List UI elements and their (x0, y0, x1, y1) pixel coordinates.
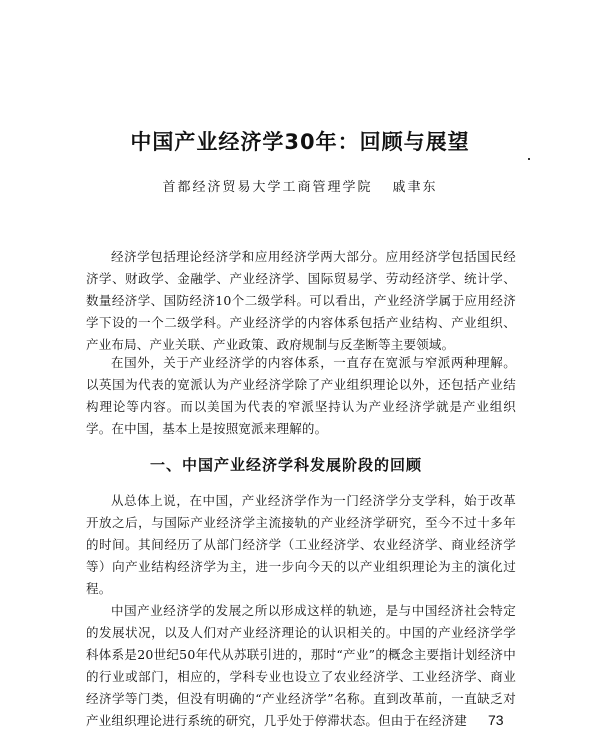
paragraph-intro: 经济学包括理论经济学和应用经济学两大部分。应用经济学包括国民经济学、财政学、金融学、产业经济学、国际贸易学、劳动经济学、统计学、数量经济学、国防经济10个二级学科。可以看出，产业经济学属于应用经济学下设的一个二级学科。产业经济学的内容体系包括产业结构、产业组织、产业布局、产业关联、产业政策、政府规制与反垄断等主要领域。 (86, 249, 516, 352)
speck-mark (528, 158, 530, 160)
paragraph-development: 中国产业经济学的发展之所以形成这样的轨迹，是与中国经济社会特定的发展状况，以及人们对产业经济理论的认识相关的。中国的产业经济学学科体系是20世纪50年代从苏联引进的，那时“产业”的概念主要指计划经济中的行业或部门，相应的，学科专业也设立了农业经济学、工业经济学、商业经济学等门类，但没有明确的“产业经济学”名称。直到改革前，一直缺乏对产业组织理论进行系统的研究，几乎处于停滞状态。但由于在经济建 (86, 603, 516, 728)
page-number: 73 (488, 712, 504, 728)
paragraph-overview: 从总体上说，在中国，产业经济学作为一门经济学分支学科，始于改革开放之后，与国际产业经济学主流接轨的产业经济学研究，至今不过十多年的时间。其间经历了从部门经济学（工业经济学、农业经济学、商业经济学等）向产业结构经济学为主，进一步向今天的以产业组织理论为主的演化过程。 (86, 493, 516, 596)
section-heading: 一、中国产业经济学科发展阶段的回顾 (150, 456, 423, 474)
byline (0, 176, 600, 195)
paper-title: 中国产业经济学30年：回顾与展望 (130, 130, 470, 154)
author-name: 戚聿东 (392, 180, 438, 195)
author-institution: 首都经济贸易大学工商管理学院 (162, 180, 373, 195)
paragraph-foreign-views: 在国外，关于产业经济学的内容体系，一直存在宽派与窄派两种理解。以英国为代表的宽派认为产业经济学除了产业组织理论以外，还包括产业结构理论等内容。而以美国为代表的窄派坚持认为产业经济学就是产业组织学。在中国，基本上是按照宽派来理解的。 (86, 355, 516, 436)
